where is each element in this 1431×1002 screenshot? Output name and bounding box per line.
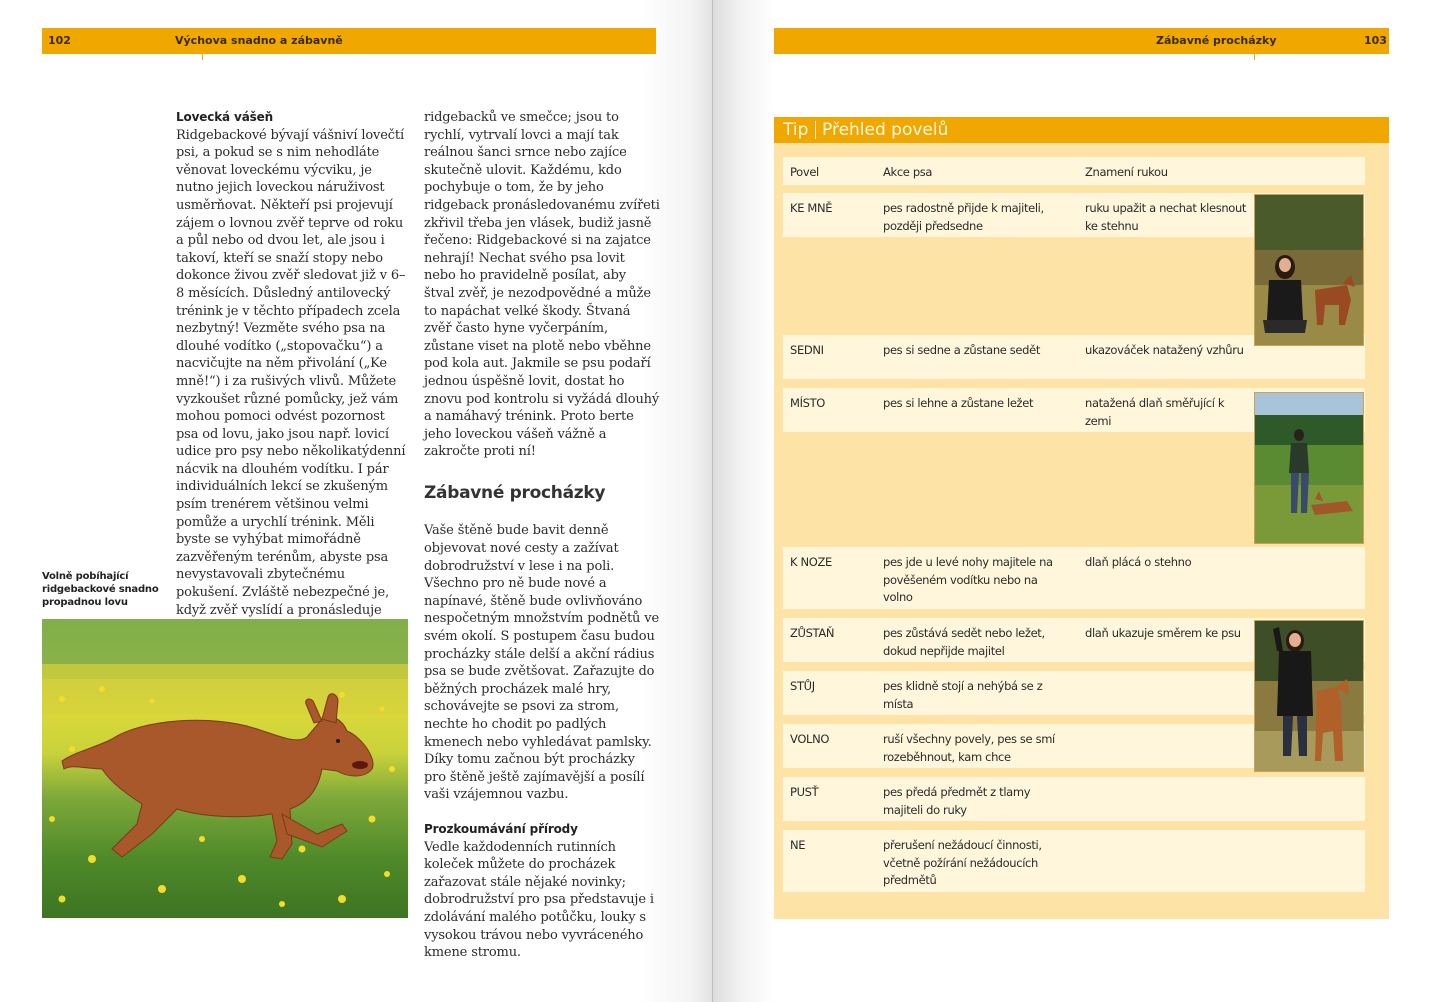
text-column-2 — [424, 109, 660, 962]
paragraph: Vedle každodenních rutinních koleček můžete do procházek zařazovat stále nějaké novinky; dobrodružství pro psa představuje i zdolávání malého potůčku, louky s vysokou trávou nebo vyvráceného kmene stromu. — [424, 839, 654, 961]
action-cell: pes jde u levé nohy majitele na pověšeném vodítku nebo na volno — [883, 555, 1053, 605]
command-cell: MÍSTO — [790, 396, 825, 410]
paragraph: ridgebacků ve smečce; jsou to rychlí, vytrvalí lovci a mají tak reálnou šanci srnce nebo zajíce skutečně ulovit. Každému, kdo pochybuje o tom, že by jeho ridgeback pronásledovanému zvířeti zkřivil třeba jen vlásek, budiž jasně řečeno: Ridgebackové si na zajatce nehrají! Nechat svého psa lovit nebo ho pravidelně posílat, aby štval zvěř, je nezodpovědné a může to napáchat velké škody. Štvaná zvěř často hyne vyčerpáním, zůstane viset na plotě nebo vběhne pod kola aut. Jakmile se psu podaří jednou úspěšně lovit, dostat ho znovu pod kontrolu si vyžádá dlouhý a namáhavý trénink. Proto berte jeho loveckou vášeň vážně a zakročte proti ní! — [424, 110, 660, 460]
tip-title: Přehled povelů — [822, 120, 949, 140]
command-cell: KE MNĚ — [790, 201, 833, 215]
text-column-1 — [176, 109, 409, 637]
photo-place-command — [1254, 392, 1364, 544]
running-title: Výchova snadno a zábavně — [175, 34, 343, 47]
right-header-bar — [774, 28, 1389, 54]
paragraph: Vaše štěně bude bavit denně objevovat nové cesty a zažívat dobrodružství v lese i na poli. Všechno pro ně bude nové a napínavé, štěně bude ovlivňováno nespočetným množstvím podnětů ve svém okolí. S postupem času budou procházky stále delší a akční rádius psa se bude zvětšovat. Zařazujte do běžných procházek malé hry, schovávejte se psovi za strom, nechte ho chodit po padlých kmenech nebo vyhledávat pamlsky. Díky tomu začnou být procházky pro štěně ještě zajímavější a posílí vaši vzájemnou vazbu. — [424, 523, 659, 803]
photo-caption: Volně pobíhající ridgebackové snadno propadnou lovu — [42, 571, 159, 608]
action-cell: přerušení nežádoucí činnosti, včetně požírání nežádoucích předmětů — [883, 838, 1042, 888]
command-cell: VOLNO — [790, 732, 830, 746]
subheading-hunting-passion: Lovecká vášeň — [176, 110, 274, 124]
column-header: Akce psa — [883, 165, 933, 179]
action-cell: pes předá předmět z tlamy majiteli do ruky — [883, 785, 1031, 817]
page-number: 103 — [1364, 34, 1387, 47]
left-page — [0, 0, 713, 1002]
signal-cell: natažená dlaň směřující k zemi — [1085, 396, 1225, 428]
photo-come-command — [1254, 194, 1364, 346]
action-cell: ruší všechny povely, pes se smí rozeběhnout, kam chce — [883, 732, 1055, 764]
command-cell: ZŮSTAŇ — [790, 626, 835, 640]
running-dog-photo — [42, 619, 408, 918]
command-cell: SEDNI — [790, 343, 824, 357]
action-cell: pes radostně přijde k majiteli, později předsedne — [883, 201, 1044, 233]
subheading-exploring-nature: Prozkoumávání přírody — [424, 821, 578, 836]
signal-cell: dlaň plácá o stehno — [1085, 555, 1192, 569]
action-cell: pes klidně stojí a nehýbá se z místa — [883, 679, 1043, 711]
action-cell: pes si lehne a zůstane ležet — [883, 396, 1034, 410]
column-header: Znamení rukou — [1085, 165, 1168, 179]
command-cell: PUSŤ — [790, 785, 819, 799]
page-number: 102 — [48, 34, 71, 47]
signal-cell: ruku upažit a nechat klesnout ke stehnu — [1085, 201, 1247, 233]
photo-stay-command — [1254, 620, 1364, 772]
command-cell: K NOZE — [790, 555, 832, 569]
running-title: Zábavné procházky — [1156, 34, 1277, 47]
section-heading: Zábavné procházky — [424, 482, 606, 503]
tip-header — [774, 117, 1389, 143]
signal-cell: ukazováček natažený vzhůru — [1085, 343, 1244, 357]
tip-label: Tip — [783, 120, 809, 140]
column-header: Povel — [790, 165, 819, 179]
command-cell: STŮJ — [790, 679, 815, 693]
command-cell: NE — [790, 838, 806, 852]
tip-box — [774, 117, 1389, 919]
signal-cell: dlaň ukazuje směrem ke psu — [1085, 626, 1241, 640]
action-cell: pes si sedne a zůstane sedět — [883, 343, 1040, 357]
left-header-bar — [42, 28, 656, 54]
action-cell: pes zůstává sedět nebo ležet, dokud nepřijde majitel — [883, 626, 1045, 658]
paragraph: Ridgebackové bývají vášniví lovečtí psi, a pokud se s nim nehodláte věnovat loveckému výcviku, je nutno jejich loveckou náruživost usměrňovat. Někteří psi projevují zájem o lovnou zvěř teprve od roku a půl nebo od dvou let, ale jsou i takoví, kteří se snaží stopy nebo dokonce živou zvěř sledovat již v 6–8 měsících. Důsledný antilovecký trénink je v těchto případech zcela nezbytný! Vezměte svého psa na dlouhé vodítko („stopovačku“) a nacvičujte na něm přivolání („Ke mně!“) i za rušivých vlivů. Můžete vyzkoušet různé pomůcky, jež vám mohou pomoci odvést pozornost psa od lovu, jako jsou např. lovicí udice pro psy nebo několikatýdenní nácvik na dlouhém vodítku. I pár individuálních lekcí se zkušeným psím trenérem většinou velmi pomůže a urychlí trénink. Měli byste se vyhýbat mimořádně zazvěřeným terénům, abyste psa nevystavovali zbytečnému pokušení. Zvláště nebezpečné je, když zvěř vyslídí a pronásleduje — [176, 127, 406, 618]
